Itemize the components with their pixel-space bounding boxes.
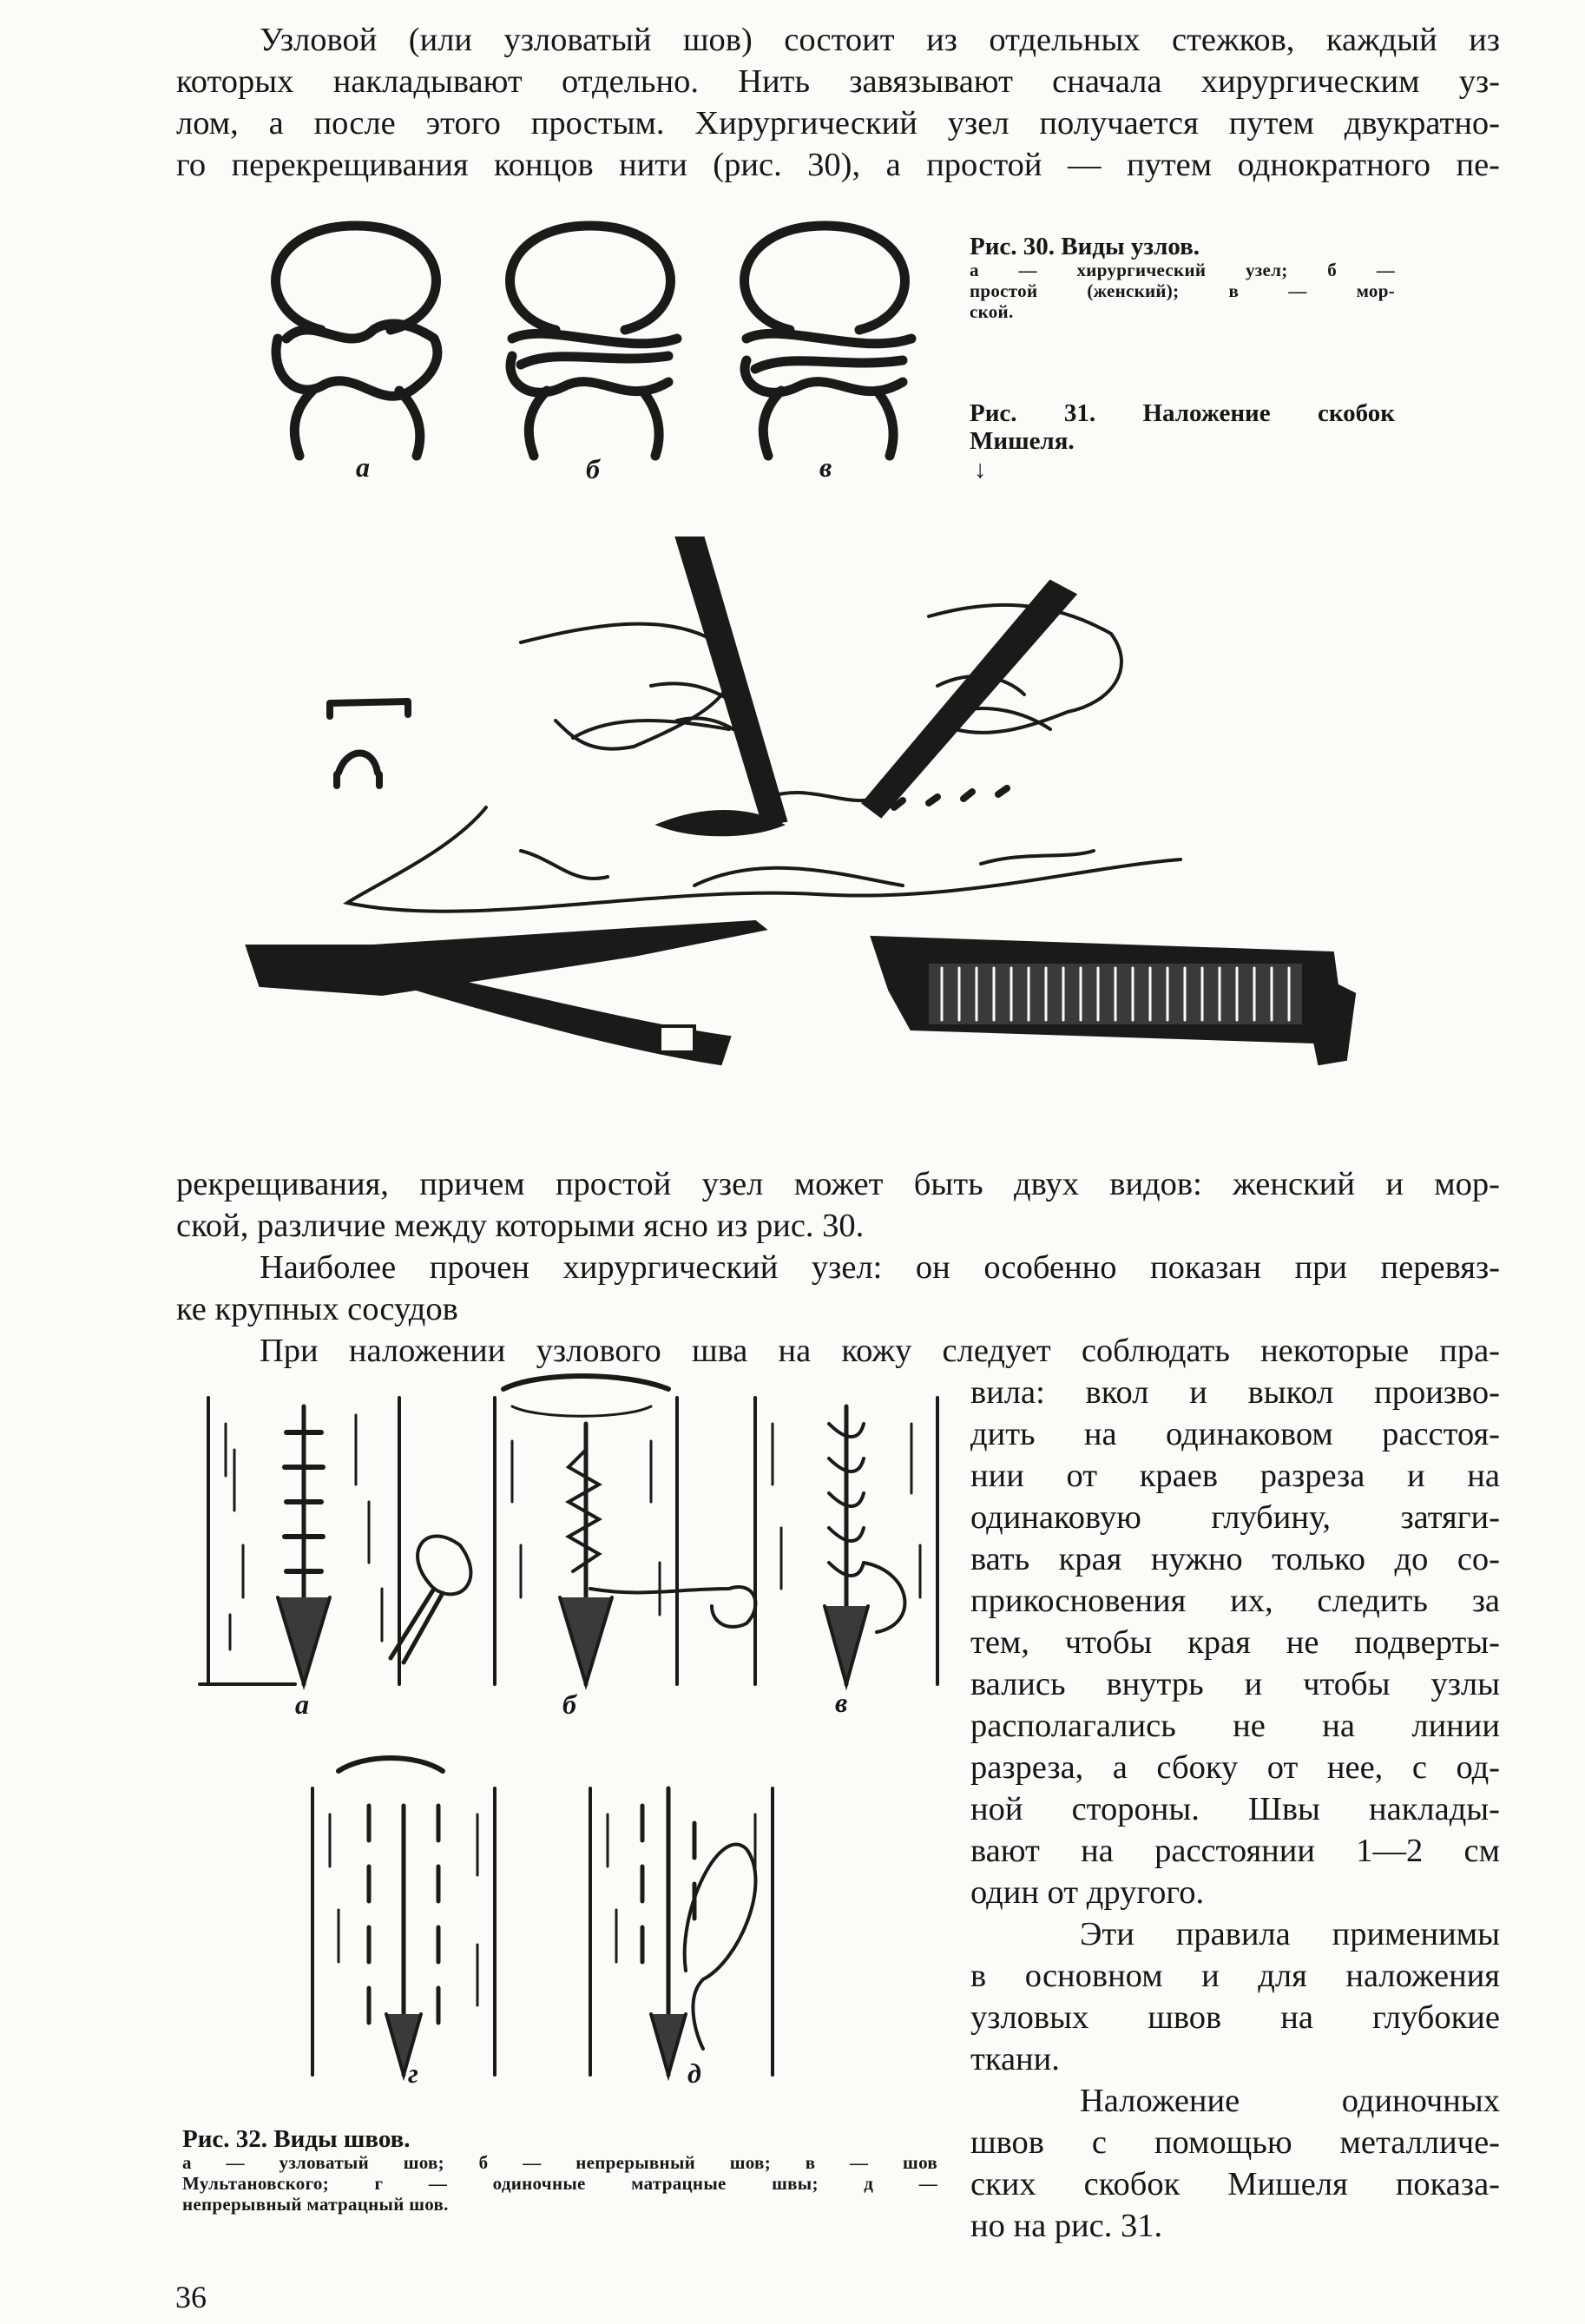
figure-30-label-v: в bbox=[819, 451, 832, 483]
side-line: вались внутрь и чтобы узлы bbox=[970, 1666, 1500, 1702]
side-line: прикосновения их, следить за bbox=[970, 1583, 1500, 1619]
figure-30-desc-line: простой (женский); в — мор- bbox=[970, 280, 1395, 301]
loose-clip-bent bbox=[337, 754, 379, 787]
side-line: одинаковую глубину, затяги- bbox=[970, 1499, 1500, 1536]
intro-line: лом, а после этого простым. Хирургический узел получается путем двукратно- bbox=[176, 105, 1500, 142]
figure-32-desc-line: непрерывный матрацный шов. bbox=[182, 2193, 449, 2215]
side-line: швов с помощью металличе- bbox=[970, 2124, 1500, 2161]
side-line: дить на одинаковом расстоя- bbox=[970, 1416, 1500, 1452]
knot-v-drawing bbox=[745, 226, 911, 456]
middle-line: ской, различие между которыми ясно из рис. 30. bbox=[176, 1208, 865, 1244]
side-column-text bbox=[970, 1372, 1500, 2247]
middle-line: рекрещивания, причем простой узел может быть двух видов: женский и мор- bbox=[176, 1166, 1500, 1202]
figure-31-title-line: Мишеля. bbox=[970, 427, 1075, 456]
side-line: узловых швов на глубокие bbox=[970, 1999, 1500, 2036]
figure-32-label-g: г bbox=[408, 2057, 418, 2089]
middle-line: Наиболее прочен хирургический узел: он особенно показан при перевяз- bbox=[260, 1249, 1500, 1286]
side-line: но на рис. 31. bbox=[970, 2208, 1163, 2244]
suture-panel-g bbox=[312, 1758, 495, 2075]
side-line: один от другого. bbox=[970, 1874, 1205, 1911]
figure-32-caption bbox=[182, 2125, 937, 2215]
figure-32-sutures bbox=[182, 1372, 963, 2101]
intro-paragraph bbox=[176, 19, 1500, 186]
suture-panel-d bbox=[590, 1788, 773, 2075]
suture-panel-v bbox=[755, 1398, 937, 1684]
figure-30-knots bbox=[260, 208, 955, 469]
side-line: вила: вкол и выкол произво- bbox=[970, 1374, 1500, 1411]
side-line: ной стороны. Швы наклады- bbox=[970, 1791, 1500, 1827]
intro-line: Узловой (или узловатый шов) состоит из отдельных стежков, каждый из bbox=[260, 22, 1500, 58]
intro-line: го перекрещивания концов нити (рис. 30), а простой — путем однократного пе- bbox=[176, 147, 1500, 183]
intro-line: которых накладывают отдельно. Нить завязывают сначала хирургическим уз- bbox=[176, 63, 1500, 100]
figure-30-desc-line: ской. bbox=[970, 300, 1014, 322]
side-line: ских скобок Мишеля показа- bbox=[970, 2166, 1500, 2202]
suture-panel-b bbox=[391, 1376, 755, 1684]
figure-32-label-b: б bbox=[562, 1689, 576, 1720]
figure-30-title: Рис. 30. Виды узлов. bbox=[970, 233, 1200, 260]
side-line: разреза, а сбоку от нее, с од- bbox=[970, 1749, 1500, 1786]
knot-b-drawing bbox=[510, 226, 677, 456]
middle-line: ке крупных сосудов bbox=[176, 1291, 458, 1327]
side-line: тем, чтобы края не подверты- bbox=[970, 1624, 1500, 1661]
figure-31-clips bbox=[243, 521, 1406, 1129]
figure-32-desc-line: а — узловатый шов; б — непрерывный шов; в — шов bbox=[182, 2152, 937, 2174]
figure-32-label-a: а bbox=[295, 1689, 309, 1720]
side-line: нии от краев разреза и на bbox=[970, 1458, 1500, 1494]
figure-32-label-d: д bbox=[687, 2057, 701, 2089]
figure-31-title-line: Рис. 31. Наложение скобок bbox=[970, 399, 1395, 427]
middle-paragraph bbox=[176, 1163, 1500, 1372]
page-number: 36 bbox=[175, 2280, 207, 2314]
figure-30-desc-line: а — хирургический узел; б — bbox=[970, 260, 1395, 281]
down-arrow-icon: ↓ bbox=[974, 455, 987, 484]
side-line: ткани. bbox=[970, 2041, 1060, 2077]
figure-32-title: Рис. 32. Виды швов. bbox=[182, 2125, 411, 2153]
side-line: в основном и для наложения bbox=[970, 1958, 1500, 1994]
left-forceps bbox=[677, 538, 786, 825]
figure-32-label-v: в bbox=[835, 1687, 848, 1718]
side-line: Наложение одиночных bbox=[1080, 2083, 1500, 2119]
right-forceps bbox=[864, 582, 1075, 816]
figure-30-label-b: б bbox=[586, 453, 600, 484]
clip-forceps-upper-jaw bbox=[247, 922, 764, 994]
knot-a-drawing bbox=[276, 226, 437, 456]
loose-clip bbox=[330, 701, 408, 716]
figure-32-desc-line: Мультановского; г — одиночные матрацные швы; д — bbox=[182, 2172, 937, 2194]
side-line: вают на расстоянии 1—2 см bbox=[970, 1833, 1500, 1869]
side-line: Эти правила применимы bbox=[1080, 1916, 1500, 1952]
side-line: вать края нужно только до со- bbox=[970, 1541, 1500, 1577]
figure-30-caption bbox=[970, 233, 1395, 322]
figure-30-label-a: а bbox=[356, 451, 370, 483]
middle-line: При наложении узлового шва на кожу следует соблюдать некоторые пра- bbox=[260, 1333, 1500, 1369]
figure-31-caption bbox=[970, 399, 1395, 484]
side-line: располагались не на линии bbox=[970, 1708, 1500, 1744]
suture-panel-a bbox=[200, 1398, 399, 1684]
